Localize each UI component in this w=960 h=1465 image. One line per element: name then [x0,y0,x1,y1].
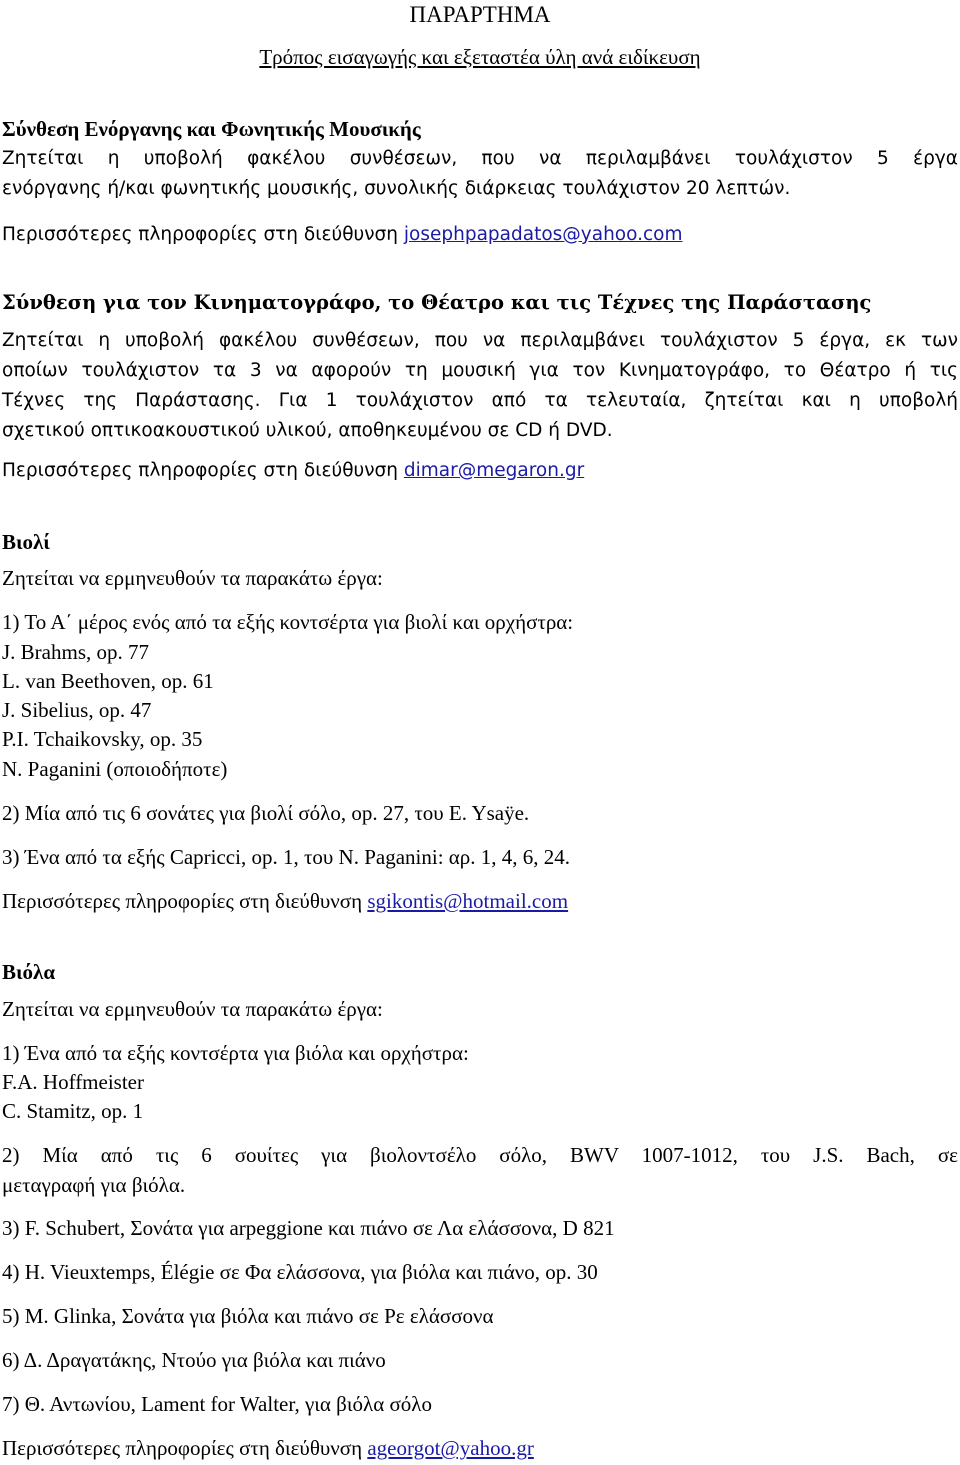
violin-info-label: Περισσότερες πληροφορίες στη διεύθυνση [2,889,363,913]
violin-work: J. Brahms, op. 77 [2,640,149,664]
violin-work: P.I. Tchaikovsky, op. 35 [2,727,203,751]
viola-intro: Ζητείται να ερμηνευθούν τα παρακάτω έργα: [2,997,383,1021]
violin-info [2,886,568,916]
page-title: ΠΑΡΑΡΤΗΜΑ [409,2,551,27]
viola-info [2,1433,534,1463]
film-info [2,456,584,486]
viola-item-5: 5) M. Glinka, Σονάτα για βιόλα και πιάνο σε Ρε ελάσσονα [2,1304,494,1328]
violin-item-3: 3) Ένα από τα εξής Capricci, op. 1, του N. Paganini: αρ. 1, 4, 6, 24. [2,845,571,869]
violin-item-1: 1) Το Α΄ μέρος ενός από τα εξής κοντσέρτα για βιολί και ορχήστρα: [2,610,574,634]
composition-info [2,220,683,250]
viola-item-3: 3) F. Schubert, Σονάτα για arpeggione και πιάνο σε Λα ελάσσονα, D 821 [2,1216,615,1240]
violin-intro: Ζητείται να ερμηνευθούν τα παρακάτω έργα: [2,566,383,590]
viola-item-4: 4) H. Vieuxtemps, Élégie σε Φα ελάσσονα, για βιόλα και πιάνο, op. 30 [2,1260,598,1284]
film-text-line-3: Τέχνες της Παράστασης. Για 1 τουλάχιστον από τα τελευταία, ζητείται και η υποβολή [2,390,958,411]
film-text-line-4: σχετικού οπτικοακουστικού υλικού, αποθηκευμένου σε CD ή DVD. [2,420,613,441]
film-email-link[interactable]: dimar@megaron.gr [403,460,585,481]
viola-email-link[interactable]: ageorgot@yahoo.gr [367,1436,534,1460]
film-text-line-2: οποίων τουλάχιστον τα 3 να αφορούν τη μουσική για τον Κινηματογράφο, το Θέατρο ή τις [2,360,958,381]
viola-work: F.A. Hoffmeister [2,1070,144,1094]
violin-work: J. Sibelius, op. 47 [2,698,152,722]
composition-email-link[interactable]: josephpapadatos@yahoo.com [403,224,683,245]
viola-work: C. Stamitz, op. 1 [2,1099,144,1123]
viola-item-1: 1) Ένα από τα εξής κοντσέρτα για βιόλα και ορχήστρα: [2,1041,469,1065]
viola-heading: Βιόλα [2,960,56,984]
film-heading: Σύνθεση για τον Κινηματογράφο, το Θέατρο και τις Τέχνες της Παράστασης [2,291,872,314]
violin-work: N. Paganini (οποιοδήποτε) [2,757,228,781]
viola-item-7: 7) Θ. Αντωνίου, Lament for Walter, για βιόλα σόλο [2,1392,432,1416]
film-text-line-1: Ζητείται η υποβολή φακέλου συνθέσεων, που να περιλαμβάνει τουλάχιστον 5 έργα, εκ των [2,330,958,351]
violin-work: L. van Beethoven, op. 61 [2,669,214,693]
viola-item-2-line-1: 2) Μία από τις 6 σουίτες για βιολοντσέλο σόλο, BWV 1007-1012, του J.S. Bach, σε [2,1143,958,1167]
page-subtitle: Τρόπος εισαγωγής και εξεταστέα ύλη ανά ειδίκευση [259,45,701,69]
violin-heading: Βιολί [2,530,50,554]
violin-email-link[interactable]: sgikontis@hotmail.com [367,889,569,913]
composition-info-label: Περισσότερες πληροφορίες στη διεύθυνση [2,224,398,245]
viola-info-label: Περισσότερες πληροφορίες στη διεύθυνση [2,1436,363,1460]
composition-text-line-1: Ζητείται η υποβολή φακέλου συνθέσεων, που να περιλαμβάνει τουλάχιστον 5 έργα [2,148,958,169]
composition-text-line-2: ενόργανης ή/και φωνητικής μουσικής, συνολικής διάρκειας τουλάχιστον 20 λεπτών. [2,178,791,199]
viola-item-6: 6) Δ. Δραγατάκης, Ντούο για βιόλα και πιάνο [2,1348,386,1372]
film-info-label: Περισσότερες πληροφορίες στη διεύθυνση [2,460,398,481]
violin-item-2: 2) Μία από τις 6 σονάτες για βιολί σόλο, op. 27, του E. Ysaÿe. [2,801,530,825]
viola-item-2-line-2: μεταγραφή για βιόλα. [2,1173,186,1197]
composition-heading: Σύνθεση Ενόργανης και Φωνητικής Μουσικής [2,117,421,141]
